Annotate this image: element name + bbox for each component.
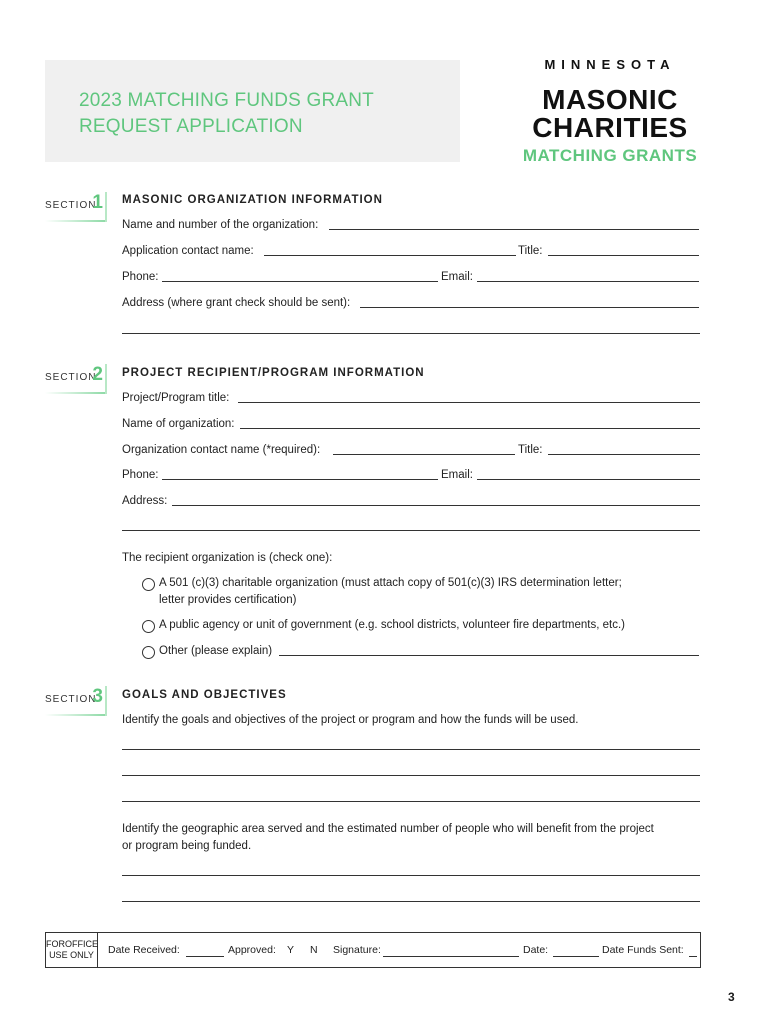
section-1-badge (45, 192, 107, 222)
other-explain-field[interactable] (279, 655, 699, 656)
section-2-badge (45, 364, 107, 394)
office-date-field[interactable] (553, 956, 599, 957)
area-prompt: Identify the geographic area served and the estimated number of people who will benefit from the project (122, 823, 654, 835)
page-title (79, 88, 374, 140)
section-underline (45, 714, 107, 716)
logo-tagline: MATCHING GRANTS (522, 146, 698, 165)
signature-label: Signature: (333, 944, 381, 956)
area-field-line-2[interactable] (122, 901, 700, 902)
org-contact-field[interactable] (333, 454, 515, 455)
contact-title-label: Title: (518, 245, 543, 257)
approved-label: Approved: (228, 944, 276, 956)
approved-no[interactable]: N (310, 944, 318, 956)
email-field[interactable] (477, 281, 699, 282)
recipient-address-field[interactable] (172, 505, 700, 506)
office-label-line-1: FOROFFICE (46, 939, 98, 949)
project-title-field[interactable] (238, 402, 700, 403)
option-other-label: Other (please explain) (159, 645, 273, 657)
recipient-phone-label: Phone: (122, 469, 159, 481)
org-name-field[interactable] (329, 229, 699, 230)
date-received-label: Date Received: (108, 944, 180, 956)
project-title-label: Project/Program title: (122, 392, 230, 404)
recipient-address-label: Address: (122, 495, 168, 507)
recipient-phone-field[interactable] (162, 479, 438, 480)
email-label: Email: (441, 271, 473, 283)
contact-title-field[interactable] (548, 255, 699, 256)
radio-501c3[interactable] (142, 578, 155, 591)
address-field-line-2[interactable] (122, 333, 700, 334)
recipient-email-label: Email: (441, 469, 473, 481)
org-contact-title-field[interactable] (548, 454, 700, 455)
section-divider (105, 192, 107, 222)
org-contact-title-label: Title: (518, 444, 543, 456)
section-3-heading: GOALS AND OBJECTIVES (122, 689, 287, 701)
section-number: 1 (92, 192, 103, 213)
org-name-label: Name and number of the organization: (122, 219, 319, 231)
section-label: SECTION (45, 372, 97, 383)
phone-field[interactable] (162, 281, 438, 282)
recipient-org-label: Name of organization: (122, 418, 235, 430)
org-contact-label: Organization contact name (*required): (122, 444, 321, 456)
office-use-label (46, 933, 98, 967)
section-label: SECTION (45, 200, 97, 211)
section-label: SECTION (45, 694, 97, 705)
logo-line-charities: CHARITIES (532, 112, 688, 143)
option-501c3-label-line-2: letter provides certification) (159, 594, 297, 606)
page-number: 3 (728, 990, 735, 1004)
title-line-2: REQUEST APPLICATION (79, 116, 303, 137)
logo-line-masonic: MASONIC (542, 84, 678, 115)
recipient-org-field[interactable] (240, 428, 700, 429)
title-box (45, 60, 460, 162)
goals-field-line-1[interactable] (122, 749, 700, 750)
office-use-box (45, 932, 701, 968)
date-received-field[interactable] (186, 956, 224, 957)
radio-public-agency[interactable] (142, 620, 155, 633)
address-label: Address (where grant check should be sent): (122, 297, 351, 309)
goals-field-line-3[interactable] (122, 801, 700, 802)
goals-prompt: Identify the goals and objectives of the project or program and how the funds will be used. (122, 714, 579, 726)
section-3-badge (45, 686, 107, 716)
section-number: 3 (92, 686, 103, 707)
area-prompt-line-2: or program being funded. (122, 840, 252, 852)
contact-name-label: Application contact name: (122, 245, 254, 257)
section-divider (105, 686, 107, 716)
phone-label: Phone: (122, 271, 159, 283)
goals-field-line-2[interactable] (122, 775, 700, 776)
title-line-1: 2023 MATCHING FUNDS GRANT (79, 90, 374, 111)
option-501c3-label: A 501 (c)(3) charitable organization (must attach copy of 501(c)(3) IRS determination letter; (159, 577, 622, 589)
section-underline (45, 220, 107, 222)
office-date-label: Date: (523, 944, 549, 956)
recipient-address-field-line-2[interactable] (122, 530, 700, 531)
contact-name-field[interactable] (264, 255, 516, 256)
option-public-agency-label: A public agency or unit of government (e.g. school districts, volunteer fire departments, etc.) (159, 619, 625, 631)
section-1-heading: MASONIC ORGANIZATION INFORMATION (122, 194, 383, 206)
logo-state: MINNESOTA (544, 57, 676, 72)
date-funds-sent-field[interactable] (689, 956, 697, 957)
office-label-line-2: USE ONLY (49, 950, 94, 960)
approved-yes[interactable]: Y (287, 944, 295, 956)
address-field[interactable] (360, 307, 699, 308)
recipient-email-field[interactable] (477, 479, 700, 480)
section-divider (105, 364, 107, 394)
section-number: 2 (92, 364, 103, 385)
radio-other[interactable] (142, 646, 155, 659)
section-underline (45, 392, 107, 394)
date-funds-sent-label: Date Funds Sent: (602, 944, 684, 956)
recipient-type-prompt: The recipient organization is (check one): (122, 552, 333, 564)
signature-field[interactable] (383, 956, 519, 957)
section-2-heading: PROJECT RECIPIENT/PROGRAM INFORMATION (122, 367, 425, 379)
area-field-line-1[interactable] (122, 875, 700, 876)
